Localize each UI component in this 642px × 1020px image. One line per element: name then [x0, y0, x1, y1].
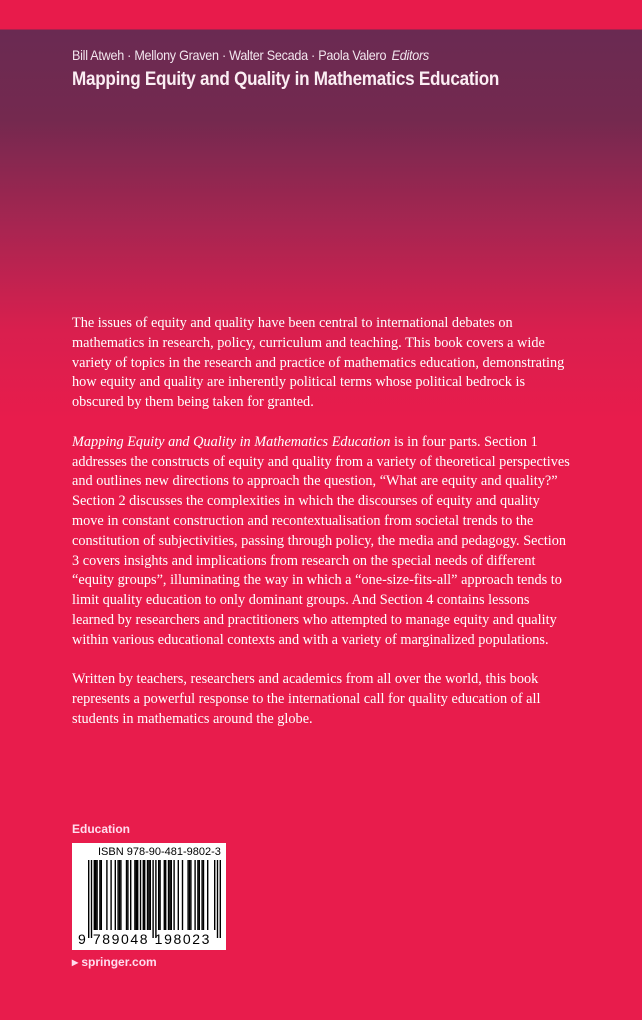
barcode-bar: [207, 860, 208, 930]
editors: [72, 47, 429, 63]
barcode-bar: [126, 860, 127, 930]
barcode-bar: [178, 860, 179, 930]
blurb-paragraph-1: The issues of equity and quality have been central to international debates on mathematics in research, policy, curriculum and teaching. This book covers a wide variety of topics in the research and practice of mathematics education, demonstrating how equity and quality are inherently political terms whose political bedrock is obscured by them being taken for granted.: [72, 315, 565, 411]
barcode-bar: [119, 860, 120, 930]
barcode-bar: [190, 860, 191, 930]
barcode-bar: [134, 860, 135, 930]
category-label: Education: [72, 822, 131, 836]
barcode-bar: [220, 860, 221, 938]
barcode-bar: [95, 860, 96, 930]
barcode-bar: [96, 860, 97, 930]
blurb: [72, 314, 572, 750]
barcode-bar: [199, 860, 200, 930]
barcode-bar: [106, 860, 107, 930]
barcode-bar: [110, 860, 111, 930]
barcode-bar: [171, 860, 172, 930]
blurb-paragraph-3: Written by teachers, researchers and academics from all over the world, this book represents a powerful response to the international call for quality education of all students in mathematics around the globe.: [72, 671, 541, 727]
barcode-bar: [197, 860, 198, 930]
springer-link[interactable]: ▸ springer.com: [72, 955, 157, 969]
barcode-bar: [101, 860, 102, 930]
barcode-bar: [217, 860, 218, 938]
barcode-bar: [144, 860, 145, 930]
barcode-bar: [182, 860, 183, 930]
barcode-bar: [189, 860, 190, 930]
book-title: Mapping Equity and Quality in Mathematics Education: [72, 69, 500, 90]
blurb-paragraph-2-text: is in four parts. Section 1 addresses the constructs of equity and quality from a variety of theoretical perspectives and outlines new directions to approach the question, “What are equity and quality?” Section 2 discusses the complexities in which the discourses of equity and quality move in constant construction and recontextualisation from societal trends to the constitution of subjectivities, passing through policy, the media and pedagogy. Section 3 covers insights and implications from research on the special needs of different “equity groups”, illuminating the way in which a “one-size-fits-all” approach tends to limit quality education to only dominant groups. And Section 4 contains lessons learned by researchers and practitioners who attempted to manage equity and quality within various educational contexts and with a variety of marginalized populations.: [72, 433, 570, 648]
barcode-bar: [165, 860, 166, 930]
isbn-barcode: [72, 843, 226, 950]
book-title-italic: Mapping Equity and Quality in Mathematics Education: [72, 433, 391, 450]
barcode-bar: [152, 860, 153, 938]
barcode-bar: [187, 860, 188, 930]
editor-names: Bill Atweh · Mellony Graven · Walter Secada · Paola Valero: [72, 47, 387, 63]
barcode-bar: [117, 860, 118, 930]
barcode-bar: [150, 860, 151, 930]
barcode-bar: [115, 860, 116, 930]
barcode-bar: [194, 860, 195, 930]
barcode-bar: [168, 860, 169, 930]
barcode-bar: [136, 860, 137, 930]
barcode-bar: [169, 860, 170, 930]
barcode-bar: [137, 860, 138, 930]
barcode-bar: [201, 860, 202, 930]
isbn-label: ISBN 978-90-481-9802-3: [98, 846, 221, 858]
barcode-bar: [120, 860, 121, 930]
barcode-bar: [99, 860, 100, 930]
barcode-bar: [140, 860, 141, 930]
barcode-bar: [173, 860, 174, 930]
barcode-bar: [158, 860, 159, 930]
barcode-bar: [159, 860, 160, 930]
barcode-bar: [147, 860, 148, 930]
barcode-bar: [94, 860, 95, 930]
barcode-bar: [143, 860, 144, 930]
barcode-bar: [155, 860, 156, 938]
blurb-paragraph-2: [72, 433, 572, 651]
barcode-bar: [164, 860, 165, 930]
editors-role: Editors: [391, 47, 429, 63]
barcode-bar: [148, 860, 149, 930]
barcode-bar: [130, 860, 131, 930]
barcode-bar: [127, 860, 128, 930]
barcode-bar: [88, 860, 89, 938]
barcode-bar: [203, 860, 204, 930]
barcode-bar: [214, 860, 215, 930]
barcode-bar: [91, 860, 92, 938]
barcode-digits: 9 789048 198023: [78, 931, 211, 947]
